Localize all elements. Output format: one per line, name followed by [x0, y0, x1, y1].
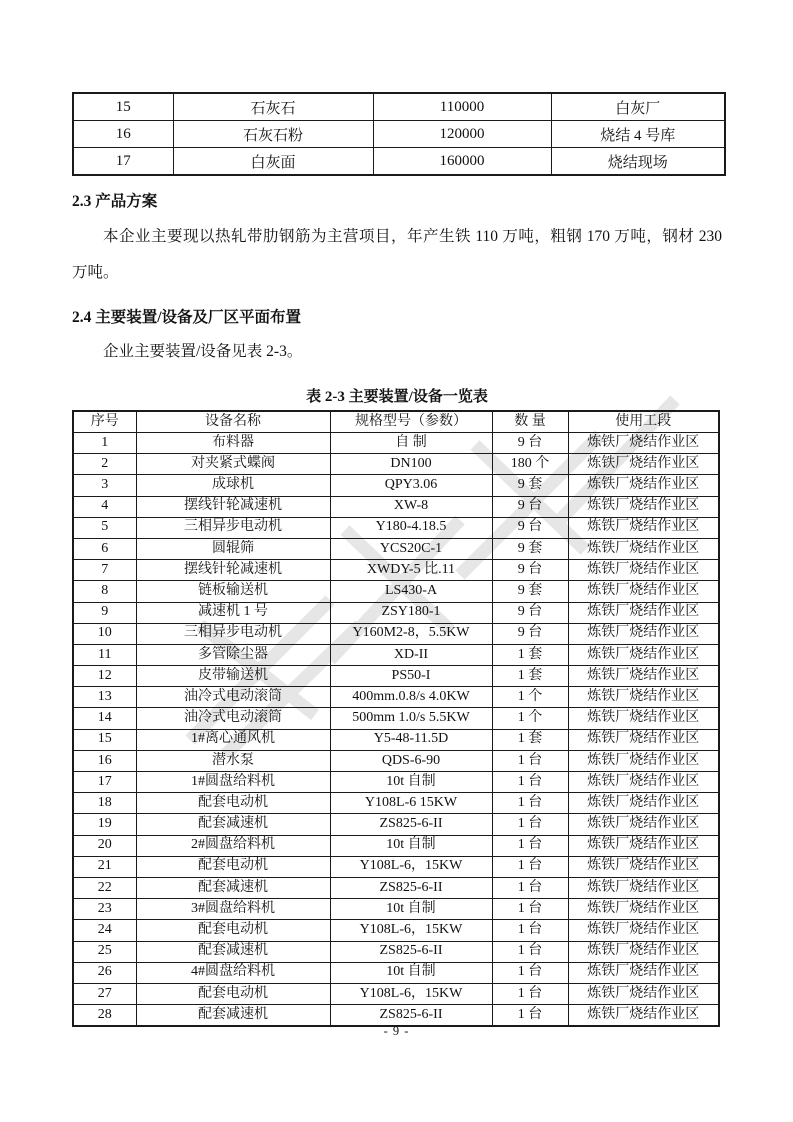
equipment-row	[73, 496, 719, 517]
equipment-cell-seq: 16	[73, 750, 136, 771]
equipment-cell-section: 炼铁厂烧结作业区	[568, 772, 719, 793]
equipment-cell-quantity: 9 套	[492, 475, 568, 496]
material-cell-amount: 110000	[373, 93, 551, 121]
equipment-cell-seq: 19	[73, 814, 136, 835]
equipment-cell-name: 油冷式电动滚筒	[136, 708, 330, 729]
equipment-cell-seq: 1	[73, 433, 136, 454]
equipment-cell-seq: 14	[73, 708, 136, 729]
equipment-cell-quantity: 9 套	[492, 581, 568, 602]
equipment-cell-spec: QDS-6-90	[330, 750, 492, 771]
equipment-cell-spec: Y108L-6，15KW	[330, 920, 492, 941]
equipment-cell-section: 炼铁厂烧结作业区	[568, 581, 719, 602]
equipment-cell-quantity: 9 台	[492, 517, 568, 538]
equipment-cell-spec: 500mm 1.0/s 5.5KW	[330, 708, 492, 729]
equipment-table-body	[73, 433, 719, 1027]
equipment-cell-name: 1#圆盘给料机	[136, 772, 330, 793]
equipment-cell-section: 炼铁厂烧结作业区	[568, 538, 719, 559]
equipment-cell-name: 三相异步电动机	[136, 517, 330, 538]
equipment-row	[73, 941, 719, 962]
section-heading-2-4: 2.4 主要装置/设备及厂区平面布置	[72, 308, 302, 326]
equipment-cell-name: 配套电动机	[136, 983, 330, 1004]
equipment-cell-name: 潜水泵	[136, 750, 330, 771]
equipment-cell-quantity: 9 台	[492, 623, 568, 644]
equipment-cell-spec: Y108L-6，15KW	[330, 983, 492, 1004]
equipment-cell-seq: 25	[73, 941, 136, 962]
equipment-cell-name: 4#圆盘给料机	[136, 962, 330, 983]
equipment-cell-spec: XW-8	[330, 496, 492, 517]
equipment-cell-spec: ZS825-6-II	[330, 814, 492, 835]
equipment-cell-quantity: 1 个	[492, 687, 568, 708]
equipment-cell-section: 炼铁厂烧结作业区	[568, 433, 719, 454]
equipment-cell-quantity: 1 台	[492, 920, 568, 941]
equipment-cell-seq: 2	[73, 454, 136, 475]
equipment-row	[73, 560, 719, 581]
equipment-cell-quantity: 1 台	[492, 983, 568, 1004]
equipment-cell-quantity: 9 台	[492, 560, 568, 581]
equipment-cell-spec: 自 制	[330, 433, 492, 454]
equipment-cell-spec: Y5-48-11.5D	[330, 729, 492, 750]
equipment-cell-quantity: 9 台	[492, 602, 568, 623]
equipment-cell-seq: 7	[73, 560, 136, 581]
equipment-cell-seq: 28	[73, 1005, 136, 1027]
equipment-cell-section: 炼铁厂烧结作业区	[568, 560, 719, 581]
equipment-row	[73, 983, 719, 1004]
header-spec: 规格型号（参数）	[330, 411, 492, 433]
equipment-cell-section: 炼铁厂烧结作业区	[568, 666, 719, 687]
equipment-cell-quantity: 1 台	[492, 772, 568, 793]
equipment-cell-section: 炼铁厂烧结作业区	[568, 454, 719, 475]
equipment-cell-section: 炼铁厂烧结作业区	[568, 496, 719, 517]
equipment-cell-name: 配套减速机	[136, 877, 330, 898]
equipment-cell-spec: 10t 自制	[330, 835, 492, 856]
equipment-cell-quantity: 9 台	[492, 496, 568, 517]
equipment-cell-seq: 5	[73, 517, 136, 538]
material-cell-seq: 17	[73, 148, 173, 176]
material-cell-name: 石灰石粉	[173, 121, 373, 148]
equipment-cell-quantity: 1 个	[492, 708, 568, 729]
equipment-cell-spec: Y108L-6 15KW	[330, 793, 492, 814]
equipment-row	[73, 517, 719, 538]
equipment-cell-spec: YCS20C-1	[330, 538, 492, 559]
equipment-cell-section: 炼铁厂烧结作业区	[568, 644, 719, 665]
equipment-cell-spec: 400mm.0.8/s 4.0KW	[330, 687, 492, 708]
equipment-row	[73, 772, 719, 793]
equipment-cell-name: 多管除尘器	[136, 644, 330, 665]
equipment-cell-spec: XD-II	[330, 644, 492, 665]
equipment-row	[73, 581, 719, 602]
page-number: - 9 -	[383, 1024, 410, 1038]
equipment-cell-spec: 10t 自制	[330, 962, 492, 983]
equipment-cell-spec: QPY3.06	[330, 475, 492, 496]
equipment-cell-seq: 22	[73, 877, 136, 898]
equipment-cell-section: 炼铁厂烧结作业区	[568, 814, 719, 835]
equipment-cell-seq: 13	[73, 687, 136, 708]
equipment-cell-seq: 17	[73, 772, 136, 793]
equipment-cell-quantity: 1 台	[492, 941, 568, 962]
header-section: 使用工段	[568, 411, 719, 433]
equipment-cell-seq: 6	[73, 538, 136, 559]
equipment-cell-name: 皮带输送机	[136, 666, 330, 687]
equipment-row	[73, 708, 719, 729]
equipment-cell-name: 油冷式电动滚筒	[136, 687, 330, 708]
equipment-cell-name: 配套电动机	[136, 920, 330, 941]
header-quantity: 数 量	[492, 411, 568, 433]
equipment-cell-name: 3#圆盘给料机	[136, 899, 330, 920]
equipment-cell-name: 配套减速机	[136, 814, 330, 835]
equipment-row	[73, 623, 719, 644]
equipment-cell-seq: 20	[73, 835, 136, 856]
material-cell-amount: 160000	[373, 148, 551, 176]
material-cell-seq: 15	[73, 93, 173, 121]
equipment-cell-seq: 26	[73, 962, 136, 983]
equipment-cell-quantity: 1 台	[492, 877, 568, 898]
material-table-body	[73, 93, 725, 175]
material-cell-destination: 烧结现场	[551, 148, 725, 176]
equipment-cell-section: 炼铁厂烧结作业区	[568, 899, 719, 920]
equipment-row	[73, 856, 719, 877]
equipment-cell-name: 成球机	[136, 475, 330, 496]
material-cell-destination: 烧结 4 号库	[551, 121, 725, 148]
equipment-cell-quantity: 180 个	[492, 454, 568, 475]
equipment-table-head	[73, 411, 719, 433]
equipment-cell-seq: 23	[73, 899, 136, 920]
equipment-cell-name: 链板输送机	[136, 581, 330, 602]
equipment-row	[73, 475, 719, 496]
equipment-cell-spec: XWDY-5 比.11	[330, 560, 492, 581]
material-row	[73, 121, 725, 148]
equipment-cell-section: 炼铁厂烧结作业区	[568, 983, 719, 1004]
equipment-cell-seq: 9	[73, 602, 136, 623]
equipment-cell-name: 摆线针轮减速机	[136, 496, 330, 517]
equipment-cell-section: 炼铁厂烧结作业区	[568, 877, 719, 898]
paragraph-see-table: 企业主要装置/设备见表 2-3。	[103, 343, 303, 361]
equipment-cell-quantity: 1 台	[492, 750, 568, 771]
equipment-row	[73, 454, 719, 475]
equipment-cell-quantity: 1 套	[492, 666, 568, 687]
material-cell-seq: 16	[73, 121, 173, 148]
equipment-cell-name: 布料器	[136, 433, 330, 454]
equipment-cell-name: 1#离心通风机	[136, 729, 330, 750]
equipment-cell-quantity: 9 套	[492, 538, 568, 559]
equipment-cell-name: 摆线针轮减速机	[136, 560, 330, 581]
equipment-cell-section: 炼铁厂烧结作业区	[568, 475, 719, 496]
equipment-row	[73, 962, 719, 983]
equipment-cell-name: 对夹紧式蝶阀	[136, 454, 330, 475]
equipment-cell-quantity: 9 台	[492, 433, 568, 454]
equipment-cell-quantity: 1 台	[492, 856, 568, 877]
equipment-cell-seq: 27	[73, 983, 136, 1004]
equipment-header-row	[73, 411, 719, 433]
equipment-row	[73, 729, 719, 750]
equipment-cell-seq: 3	[73, 475, 136, 496]
paragraph-product-plan: 本企业主要现以热轧带肋钢筋为主营项目，年产生铁 110 万吨，粗钢 170 万吨，钢材 230 万吨。	[72, 227, 722, 282]
equipment-cell-name: 配套电动机	[136, 856, 330, 877]
equipment-table	[72, 410, 720, 1027]
equipment-cell-seq: 10	[73, 623, 136, 644]
equipment-cell-name: 配套减速机	[136, 941, 330, 962]
header-equipment-name: 设备名称	[136, 411, 330, 433]
equipment-row	[73, 644, 719, 665]
equipment-cell-name: 三相异步电动机	[136, 623, 330, 644]
equipment-cell-spec: 10t 自制	[330, 772, 492, 793]
equipment-cell-quantity: 1 台	[492, 793, 568, 814]
equipment-cell-name: 2#圆盘给料机	[136, 835, 330, 856]
equipment-cell-section: 炼铁厂烧结作业区	[568, 602, 719, 623]
equipment-cell-section: 炼铁厂烧结作业区	[568, 835, 719, 856]
equipment-row	[73, 899, 719, 920]
equipment-cell-spec: ZS825-6-II	[330, 877, 492, 898]
equipment-cell-spec: ZSY180-1	[330, 602, 492, 623]
material-table-continuation	[72, 92, 726, 176]
equipment-row	[73, 538, 719, 559]
equipment-cell-spec: PS50-I	[330, 666, 492, 687]
equipment-cell-section: 炼铁厂烧结作业区	[568, 856, 719, 877]
equipment-cell-spec: DN100	[330, 454, 492, 475]
equipment-cell-spec: Y160M2-8，5.5KW	[330, 623, 492, 644]
equipment-cell-section: 炼铁厂烧结作业区	[568, 623, 719, 644]
equipment-row	[73, 877, 719, 898]
equipment-row	[73, 814, 719, 835]
equipment-cell-name: 配套减速机	[136, 1005, 330, 1027]
equipment-cell-seq: 11	[73, 644, 136, 665]
equipment-cell-section: 炼铁厂烧结作业区	[568, 941, 719, 962]
equipment-row	[73, 433, 719, 454]
equipment-cell-seq: 4	[73, 496, 136, 517]
equipment-cell-section: 炼铁厂烧结作业区	[568, 793, 719, 814]
equipment-cell-quantity: 1 台	[492, 899, 568, 920]
equipment-cell-quantity: 1 台	[492, 1005, 568, 1027]
material-cell-amount: 120000	[373, 121, 551, 148]
equipment-cell-spec: Y180-4.18.5	[330, 517, 492, 538]
equipment-cell-section: 炼铁厂烧结作业区	[568, 517, 719, 538]
equipment-cell-section: 炼铁厂烧结作业区	[568, 708, 719, 729]
equipment-cell-quantity: 1 套	[492, 644, 568, 665]
equipment-row	[73, 687, 719, 708]
material-cell-name: 石灰石	[173, 93, 373, 121]
equipment-cell-name: 圆辊筛	[136, 538, 330, 559]
material-row	[73, 148, 725, 176]
equipment-row	[73, 666, 719, 687]
equipment-row	[73, 750, 719, 771]
equipment-cell-seq: 18	[73, 793, 136, 814]
equipment-cell-seq: 8	[73, 581, 136, 602]
equipment-cell-quantity: 1 台	[492, 835, 568, 856]
equipment-cell-spec: LS430-A	[330, 581, 492, 602]
equipment-cell-section: 炼铁厂烧结作业区	[568, 729, 719, 750]
material-row	[73, 93, 725, 121]
equipment-cell-section: 炼铁厂烧结作业区	[568, 750, 719, 771]
equipment-cell-seq: 15	[73, 729, 136, 750]
equipment-row	[73, 793, 719, 814]
equipment-cell-section: 炼铁厂烧结作业区	[568, 920, 719, 941]
header-seq: 序号	[73, 411, 136, 433]
equipment-row	[73, 835, 719, 856]
equipment-cell-spec: 10t 自制	[330, 899, 492, 920]
equipment-cell-seq: 24	[73, 920, 136, 941]
equipment-cell-name: 减速机 1 号	[136, 602, 330, 623]
equipment-cell-quantity: 1 套	[492, 729, 568, 750]
equipment-cell-spec: ZS825-6-II	[330, 941, 492, 962]
material-cell-destination: 白灰厂	[551, 93, 725, 121]
equipment-cell-section: 炼铁厂烧结作业区	[568, 962, 719, 983]
section-heading-2-3: 2.3 产品方案	[72, 193, 158, 210]
table-2-3-title: 表 2-3 主要装置/设备一览表	[306, 388, 488, 405]
equipment-cell-spec: Y108L-6，15KW	[330, 856, 492, 877]
equipment-cell-seq: 21	[73, 856, 136, 877]
equipment-cell-seq: 12	[73, 666, 136, 687]
equipment-row	[73, 602, 719, 623]
equipment-cell-section: 炼铁厂烧结作业区	[568, 1005, 719, 1027]
equipment-cell-quantity: 1 台	[492, 962, 568, 983]
material-cell-name: 白灰面	[173, 148, 373, 176]
equipment-cell-name: 配套电动机	[136, 793, 330, 814]
equipment-cell-quantity: 1 台	[492, 814, 568, 835]
equipment-cell-spec: ZS825-6-II	[330, 1005, 492, 1027]
equipment-cell-section: 炼铁厂烧结作业区	[568, 687, 719, 708]
equipment-row	[73, 920, 719, 941]
